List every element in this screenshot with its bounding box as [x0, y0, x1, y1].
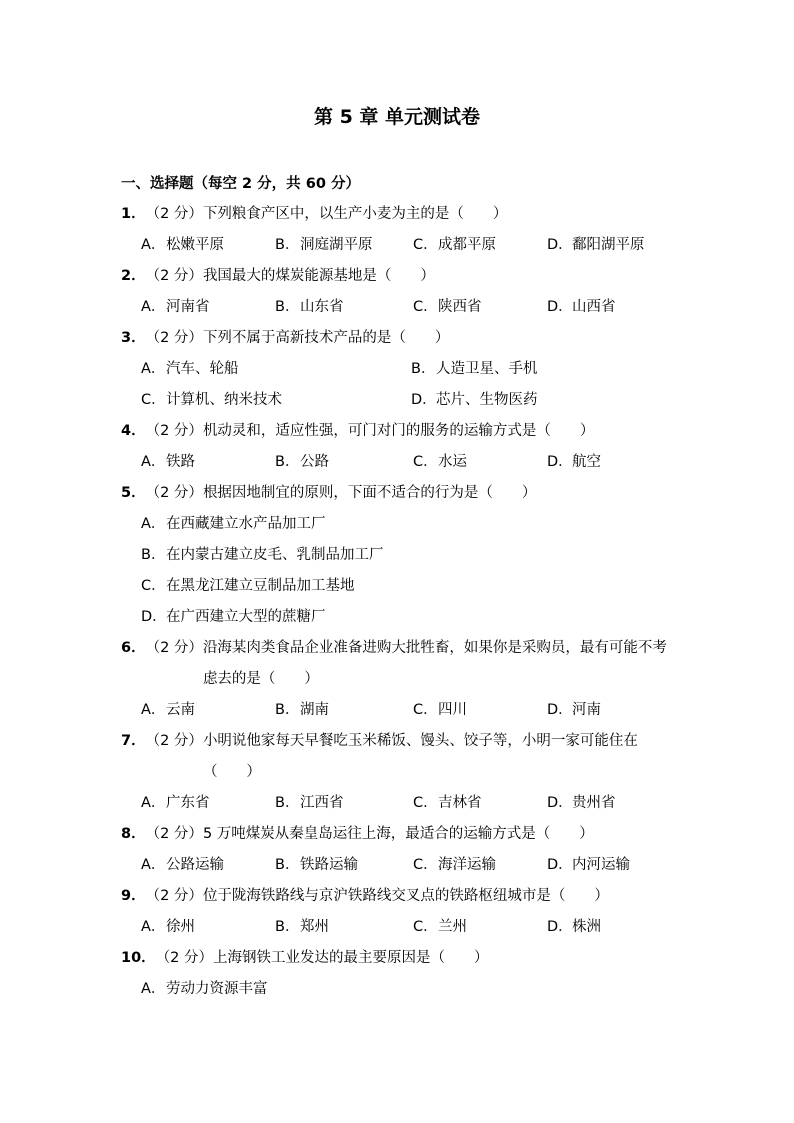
option-letter: C． [412, 454, 438, 470]
option-text: 在西藏建立水产品加工厂 [166, 516, 326, 532]
option-text: 航空 [571, 454, 601, 470]
question-stem [121, 730, 681, 783]
question-number: 10． [121, 950, 156, 966]
question-stem [121, 947, 681, 969]
answer-option [413, 792, 547, 814]
question-score: （2 分） [145, 268, 203, 284]
answer-option [141, 699, 275, 721]
option-text: 松嫩平原 [166, 237, 224, 253]
answer-option [141, 513, 661, 535]
option-letter: D． [546, 857, 573, 873]
option-letter: B． [275, 919, 300, 935]
option-row [121, 854, 681, 876]
option-text: 鄱阳湖平原 [571, 237, 645, 253]
answer-option [413, 854, 547, 876]
question-stem [121, 823, 681, 845]
option-letter: A． [141, 361, 166, 377]
option-text: 陕西省 [437, 299, 482, 315]
answer-option [275, 792, 413, 814]
question-stem [121, 482, 681, 504]
question-score: （2 分） [145, 640, 203, 656]
question-stem [121, 203, 681, 225]
option-text: 水运 [437, 454, 467, 470]
option-text: 吉林省 [437, 795, 482, 811]
answer-option [141, 451, 275, 473]
answer-option [413, 234, 547, 256]
option-letter: A． [141, 981, 166, 997]
option-text: 江西省 [300, 795, 344, 811]
option-text: 计算机、纳米技术 [166, 392, 282, 408]
question-item [121, 203, 681, 256]
option-text: 在广西建立大型的蔗糖厂 [166, 609, 326, 625]
option-letter: A． [141, 702, 166, 718]
option-row [121, 575, 681, 597]
option-text: 海洋运输 [437, 857, 496, 873]
answer-option [547, 792, 681, 814]
question-text: 机动灵和，适应性强，可门对门的服务的运输方式是（ ） [202, 422, 595, 439]
question-text: 位于陇海铁路线与京沪铁路线交叉点的铁路枢纽城市是（ ） [202, 887, 609, 904]
question-text: 我国最大的煤炭能源基地是（ ） [202, 267, 435, 284]
option-letter: C． [141, 578, 166, 594]
option-letter: B． [275, 454, 300, 470]
option-text: 公路运输 [166, 857, 224, 873]
option-letter: C． [412, 702, 438, 718]
option-text: 内河运输 [571, 857, 630, 873]
option-row [121, 978, 681, 1000]
option-letter: D． [141, 609, 167, 625]
question-stem [121, 420, 681, 442]
question-number: 7． [121, 733, 146, 749]
question-text: 沿海某肉类食品企业准备进购大批牲畜，如果你是采购员，最有可能不考虑去的是（ ） [202, 639, 667, 687]
option-text: 兰州 [437, 919, 467, 935]
question-stem [121, 327, 681, 349]
option-letter: D． [411, 392, 437, 408]
answer-option [413, 296, 547, 318]
page-title: 第 5 章 单元测试卷 [313, 106, 481, 128]
option-letter: A． [141, 454, 166, 470]
question-number: 8． [121, 826, 146, 842]
question-score: （2 分） [145, 330, 203, 346]
option-row [121, 513, 681, 535]
option-text: 山东省 [300, 299, 344, 315]
answer-option [275, 854, 413, 876]
option-row [121, 389, 681, 411]
question-number: 1． [121, 206, 146, 222]
answer-option [547, 854, 681, 876]
question-text: 上海钢铁工业发达的最主要原因是（ ） [213, 949, 489, 966]
option-text: 在黑龙江建立豆制品加工基地 [166, 578, 355, 594]
option-letter: B． [275, 702, 300, 718]
question-text: 小明说他家每天早餐吃玉米稀饭、馒头、饺子等，小明一家可能住在（ ） [202, 732, 638, 780]
answer-option [411, 358, 681, 380]
answer-option [141, 854, 275, 876]
option-text: 贵州省 [571, 795, 616, 811]
answer-option [413, 451, 547, 473]
question-item [121, 823, 681, 876]
option-row [121, 234, 681, 256]
question-number: 4． [121, 423, 146, 439]
option-text: 公路 [300, 454, 330, 470]
option-text: 湖南 [300, 702, 330, 718]
answer-option [275, 451, 413, 473]
option-text: 山西省 [571, 299, 616, 315]
answer-option [141, 606, 661, 628]
question-score: （2 分） [145, 733, 203, 749]
option-text: 郑州 [300, 919, 330, 935]
option-letter: D． [546, 919, 573, 935]
option-letter: C． [412, 299, 438, 315]
question-item [121, 637, 681, 721]
question-number: 3． [121, 330, 146, 346]
answer-option [275, 234, 413, 256]
option-text: 河南 [571, 702, 601, 718]
question-item [121, 420, 681, 473]
question-score: （2 分） [155, 950, 214, 966]
answer-option [547, 234, 681, 256]
option-letter: B． [275, 299, 300, 315]
question-score: （2 分） [145, 888, 203, 904]
option-letter: B． [275, 237, 300, 253]
option-text: 株洲 [571, 919, 601, 935]
option-letter: D． [546, 795, 573, 811]
question-score: （2 分） [145, 826, 203, 842]
option-text: 四川 [437, 702, 467, 718]
option-row [121, 358, 681, 380]
answer-option [413, 916, 547, 938]
option-text: 铁路运输 [300, 857, 359, 873]
answer-option [275, 916, 413, 938]
option-text: 广东省 [166, 795, 210, 811]
option-row [121, 699, 681, 721]
answer-option [141, 575, 661, 597]
question-item [121, 482, 681, 628]
question-stem [121, 885, 681, 907]
option-letter: B． [275, 795, 300, 811]
answer-option [141, 916, 275, 938]
option-text: 芯片、生物医药 [436, 392, 538, 408]
option-letter: A． [141, 919, 166, 935]
question-number: 9． [121, 888, 146, 904]
question-item [121, 885, 681, 938]
question-list [121, 203, 681, 1009]
question-stem [121, 637, 681, 690]
option-text: 洞庭湖平原 [300, 237, 373, 253]
option-letter: D． [546, 702, 573, 718]
option-text: 在内蒙古建立皮毛、乳制品加工厂 [166, 547, 384, 563]
option-row [121, 296, 681, 318]
option-text: 云南 [166, 702, 195, 718]
option-text: 人造卫星、手机 [436, 361, 538, 377]
question-text: 根据因地制宜的原则，下面不适合的行为是（ ） [202, 484, 537, 501]
answer-option [141, 389, 411, 411]
option-letter: B． [141, 547, 166, 563]
option-letter: C． [412, 237, 438, 253]
option-row [121, 916, 681, 938]
question-number: 5． [121, 485, 146, 501]
answer-option [141, 234, 275, 256]
option-text: 成都平原 [437, 237, 496, 253]
option-letter: C． [412, 857, 438, 873]
answer-option [411, 389, 681, 411]
answer-option [141, 978, 661, 1000]
question-item [121, 947, 681, 1000]
question-text: 5 万吨煤炭从秦皇岛运往上海，最适合的运输方式是（ ） [202, 825, 594, 842]
option-letter: A． [141, 795, 166, 811]
option-row [121, 606, 681, 628]
option-row [121, 544, 681, 566]
option-letter: A． [141, 516, 166, 532]
question-item [121, 265, 681, 318]
question-item [121, 730, 681, 814]
option-row [121, 451, 681, 473]
option-text: 汽车、轮船 [166, 361, 239, 377]
option-letter: B． [275, 857, 300, 873]
option-letter: A． [141, 857, 166, 873]
option-text: 徐州 [166, 919, 195, 935]
option-text: 铁路 [166, 454, 195, 470]
question-number: 6． [121, 640, 146, 656]
option-letter: D． [546, 299, 573, 315]
option-row [121, 792, 681, 814]
answer-option [141, 544, 661, 566]
option-letter: A． [141, 299, 166, 315]
question-score: （2 分） [145, 206, 203, 222]
question-number: 2． [121, 268, 146, 284]
option-letter: C． [412, 919, 438, 935]
answer-option [141, 792, 275, 814]
answer-option [547, 916, 681, 938]
option-letter: A． [141, 237, 166, 253]
option-text: 劳动力资源丰富 [166, 981, 268, 997]
answer-option [413, 699, 547, 721]
question-item [121, 327, 681, 411]
option-letter: D． [546, 237, 573, 253]
answer-option [275, 296, 413, 318]
option-letter: D． [546, 454, 573, 470]
answer-option [141, 296, 275, 318]
question-score: （2 分） [145, 485, 203, 501]
question-text: 下列不属于高新技术产品的是（ ） [202, 329, 450, 346]
question-score: （2 分） [145, 423, 203, 439]
question-text: 下列粮食产区中，以生产小麦为主的是（ ） [202, 205, 508, 222]
option-text: 河南省 [166, 299, 210, 315]
answer-option [141, 358, 411, 380]
answer-option [547, 699, 681, 721]
answer-option [547, 451, 681, 473]
option-letter: C． [412, 795, 438, 811]
answer-option [547, 296, 681, 318]
answer-option [275, 699, 413, 721]
section-heading: 一、选择题（每空 2 分，共 60 分） [121, 176, 360, 192]
option-letter: B． [411, 361, 436, 377]
option-letter: C． [141, 392, 166, 408]
question-stem [121, 265, 681, 287]
